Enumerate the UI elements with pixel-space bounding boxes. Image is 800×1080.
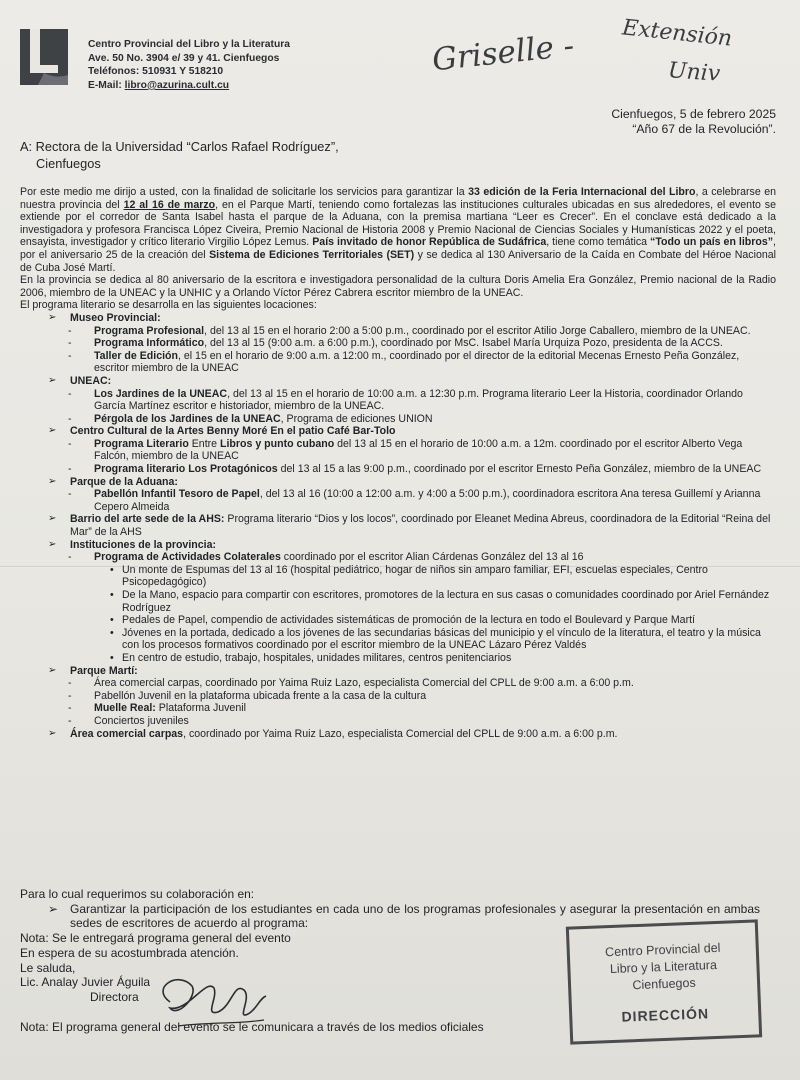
program-item: - Programa Informático, del 13 al 15 (9:00 a.m. a 6:00 p.m.), coordinado por MsC. Isabel María Urquiza Pozo, presidenta de la ACCS. [68, 337, 723, 350]
official-stamp [566, 919, 762, 1044]
letterhead [88, 38, 290, 92]
org-email-row [88, 79, 290, 93]
location-benny-more: ➢ Centro Cultural de la Artes Benny Moré En el patio Café Bar-Tolo [48, 425, 396, 438]
arrow-bullet-icon: ➢ [48, 727, 57, 739]
location-ahs: ➢ Barrio del arte sede de la AHS: Programa literario “Dios y los locos”, coordinado por Eleanet Medina Abreus, coordinadora de la Editorial “Reina del Mar” de la AHS [48, 513, 771, 539]
sub-item: • Jóvenes en la portada, dedicado a los jóvenes de las secundarias básicas del municipio y el vínculo de la literatura, el teatro y la música con los procesos formativos coordinado por el escritor miembro de la UNEAC Lázaro Pérez Valdés [110, 626, 761, 652]
stamp-line2: Libro y la Literatura [609, 957, 718, 977]
arrow-bullet-icon: ➢ [48, 425, 57, 437]
program-item: - Programa Profesional, del 13 al 15 en el horario 2:00 a 5:00 p.m., coordinado por el escritor Atilio Jorge Caballero, miembro de la UNEAC. [68, 324, 751, 337]
arrow-bullet-icon: ➢ [48, 374, 57, 386]
program-item: - Área comercial carpas, coordinado por Yaima Ruiz Lazo, especialista Comercial del CPLL de 9:00 a.m. a 6:00 p.m. [68, 677, 634, 690]
stamp-line1: Centro Provincial del [604, 940, 721, 960]
addressee-line2: Cienfuegos [36, 156, 101, 171]
location-aduana: ➢ Parque de la Aduana: [48, 475, 178, 488]
program-item: - Pabellón Infantil Tesoro de Papel, del 13 al 16 (10:00 a 12:00 a.m. y 4:00 a 5:00 p.m.), coordinadora escritora Ana teresa Guillemí y Arianna Cepero Almeida [68, 488, 761, 513]
arrow-bullet-icon: ➢ [48, 475, 57, 487]
sub-item: • De la Mano, espacio para compartir con escritores, promotores de la lectura en sus casas o comunidades coordinado por Ariel Fernández Rodríguez [110, 589, 770, 614]
arrow-bullet-icon: ➢ [48, 901, 59, 916]
email-label: E-Mail: [88, 79, 122, 91]
org-phones: Teléfonos: 510931 Y 518210 [88, 66, 224, 78]
sub-item: • Pedales de Papel, compendio de actividades sistemáticas de promoción de la lectura en todo el Boulevard y Parque Martí [110, 614, 695, 627]
addressee [20, 138, 339, 172]
request-line: Para lo cual requerimos su colaboración en: [20, 887, 255, 901]
org-name: Centro Provincial del Libro y la Literatura [88, 39, 290, 50]
handwritten-note-line2: Univ [667, 58, 721, 87]
year-motto: “Año 67 de la Revolución”. [632, 122, 776, 136]
program-item: - Los Jardines de la UNEAC, del 13 al 15 en el horario de 10:00 a.m. a 12:30 p.m. Programa literario Leer la Historia, coordinador Orlando García Martínez escritor e historiador, miembro de la UNEAC. [68, 387, 743, 413]
handwritten-name: Griselle - [430, 27, 576, 79]
note-channels: Nota: El programa general del evento se le comunicara a través de los medios oficiales [20, 1020, 484, 1034]
program-item: - Muelle Real: Plataforma Juvenil [68, 702, 246, 715]
sub-item: • En centro de estudio, trabajo, hospitales, unidades militares, centros penitenciarios [110, 651, 512, 664]
arrow-bullet-icon: ➢ [48, 664, 57, 676]
org-address: Ave. 50 No. 3904 e/ 39 y 41. Cienfuegos [88, 52, 280, 64]
arrow-bullet-icon: ➢ [48, 513, 57, 525]
program-item: - Pabellón Juvenil en la plataforma ubicada frente a la casa de la cultura [68, 689, 427, 702]
note-program: Nota: Se le entregará programa general del evento [20, 931, 291, 946]
intro-paragraph: Por este medio me dirijo a usted, con la finalidad de solicitarle los servicios para garantizar la 33 edición de la Feria Internacional del Libro, a celebrarse en nuestra provincia del 12 al 16 de marzo, en el Parque Martí, teniendo como fortalezas las instituciones culturales ubicadas en sus alrededores, el evento se extiende por el corredor de Santa Isabel hasta el parque de la Aduana, con la premisa martiana “Leer es Crecer”. En el conclave está dedicado a la investigadora y profesora Francisca López Civeira, Premio Nacional de Historia 2008 y Premio Nacional de Ciencias Sociales y Humanísticas 2022 y el poeta, ensayista, investigador y crítico literario Virgilio López Lemus. País invitado de honor República de Sudáfrica, tiene como temática “Todo un país en libros”, por el aniversario 25 de la creación del Sistema de Ediciones Territoriales (SET) y se dedica al 130 Aniversario de la Caída en Combate del Héroe Nacional de Cuba José Martí. [20, 186, 776, 274]
program-item: - Programa Literario Entre Libros y punto cubano del 13 al 15 en el horario de 10:00 a.m. a 12m. coordinado por el escritor Alberto Vega Falcón, miembro de la UNEAC [68, 437, 743, 463]
waiting-line: En espera de su acostumbrada atención. [20, 945, 239, 960]
stamp-line4: DIRECCIÓN [621, 1005, 710, 1025]
letter-body [20, 186, 776, 740]
handwritten-note-line1: Extensión [620, 15, 734, 52]
stamp-line3: Cienfuegos [632, 975, 696, 993]
program-item: - Conciertos juveniles [68, 714, 189, 727]
program-item: - Taller de Edición, el 15 en el horario de 9:00 a.m. a 12:00 m., coordinado por el director de la editorial Mecenas Ernesto Peña González, escritor miembro de la UNEAC [68, 349, 740, 375]
dedication-paragraph: En la provincia se dedica al 80 aniversario de la escritora e investigadora personalidad de la cultura Doris Amelia Era González, Premio nacional de la Radio 2006, miembro de la UNEAC y la UNHIC y a Orlando Víctor Pérez Cabrera escritor miembro de la UNEAC. [20, 274, 776, 299]
location-uneac: ➢ UNEAC: [48, 374, 112, 387]
arrow-bullet-icon: ➢ [48, 311, 57, 323]
location-area-comercial: ➢ Área comercial carpas, coordinado por Yaima Ruiz Lazo, especialista Comercial del CPLL de 9:00 a.m. a 6:00 p.m. [48, 727, 618, 740]
request-item: ➢ Garantizar la participación de los estudiantes en cada uno de los programas profesionales y asegurar la presentación en ambas sedes de escritores de acuerdo al programa: [48, 901, 760, 931]
program-item: - Pérgola de los Jardines de la UNEAC, Programa de ediciones UNION [68, 412, 433, 425]
program-item: - Programa de Actividades Colaterales coordinado por el escritor Alian Cárdenas González del 13 al 16 [68, 551, 584, 564]
signer-role: Directora [90, 989, 139, 1004]
location-instituciones: ➢ Instituciones de la provincia: [48, 538, 216, 551]
greeting-line: Le saluda, [20, 960, 76, 975]
arrow-bullet-icon: ➢ [48, 538, 57, 550]
date-block [611, 107, 776, 137]
location-parque-marti: ➢ Parque Martí: [48, 664, 138, 677]
program-item: - Programa literario Los Protagónicos del 13 al 15 a las 9:00 p.m., coordinado por el escritor Ernesto Peña González, miembro de la UNEAC [68, 463, 762, 476]
signer-name: Lic. Analay Juvier Águila [20, 975, 151, 990]
program-intro: El programa literario se desarrolla en las siguientes locaciones: [20, 299, 317, 312]
addressee-line1: A: Rectora de la Universidad “Carlos Rafael Rodríguez”, [20, 139, 339, 154]
location-museo: ➢ Museo Provincial: [48, 311, 161, 324]
sub-item: • Un monte de Espumas del 13 al 16 (hospital pediátrico, hogar de niños sin amparo familiar, EFI, escuelas especiales, Centro Psicopedagógico) [110, 563, 708, 589]
place-date: Cienfuegos, 5 de febrero 2025 [611, 107, 776, 121]
institution-logo [18, 27, 70, 87]
email-link[interactable]: libro@azurina.cult.cu [124, 79, 230, 91]
